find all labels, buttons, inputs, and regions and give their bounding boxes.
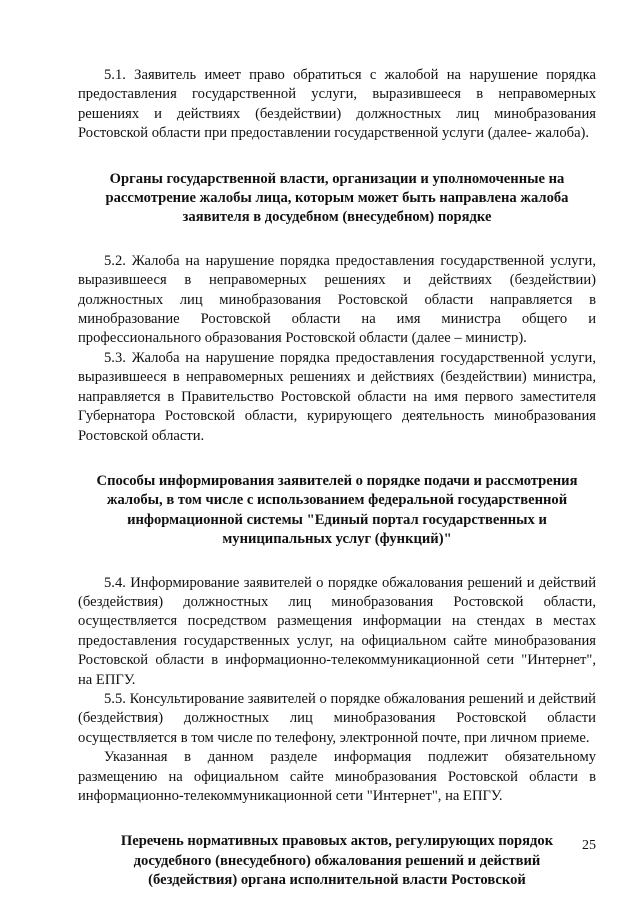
paragraph-5-3: 5.3. Жалоба на нарушение порядка предоставления государственной услуги, выразившееся в неправомерных решениях и действиях (бездействии) министра, направляется в Правительство Ростовской области на имя первого заместителя Губернатора Ростовской области, курирующего деятельность минобразования Ростовской области. <box>78 349 596 444</box>
paragraph-5-4: 5.4. Информирование заявителей о порядке обжалования решений и действий (бездействия) должностных лиц минобразования Ростовской области, осуществляется посредством размещения информации на стендах в местах предоставления государственных услуг, на официальном сайте минобразования Ростовской области в информационно-телекоммуникационной сети "Интернет", на ЕПГУ. <box>78 574 596 688</box>
paragraph-5-1: 5.1. Заявитель имеет право обратиться с жалобой на нарушение порядка предоставления государственной услуги, выразившееся в неправомерных решениях и действиях (бездействии) должностных лиц минобразования Ростовской области при предоставлении государственной услуги (далее- жалоба). <box>78 67 596 142</box>
paragraph-5-2: 5.2. Жалоба на нарушение порядка предоставления государственной услуги, выразившееся в неправомерных решениях и действиях (бездействии) должностных лиц минобразования Ростовской области направляется в минобразование Ростовской области на имя министра общего и профессионального образования Ростовской области (далее – министр). <box>78 252 596 347</box>
paragraph-5-5: 5.5. Консультирование заявителей о порядке обжалования решений и действий (бездействия) должностных лиц минобразования Ростовской области осуществляется в том числе по телефону, электронной почте, при личном приеме. <box>78 690 596 746</box>
section-heading-complaint-bodies: Органы государственной власти, организации и уполномоченные на рассмотрение жалобы лица, которым может быть направлена жалоба заявителя в досудебном (внесудебном) порядке <box>105 170 569 226</box>
section-heading-normative-acts: Перечень нормативных правовых актов, регулирующих порядок досудебного (внесудебного) обжалования решений и действий (бездействия) органа исполнительной власти Ростовской <box>120 833 554 889</box>
section-heading-informing-methods: Способы информирования заявителей о порядке подачи и рассмотрения жалобы, в том числе с использованием федеральной государственной информационной системы "Единый портал государственных и муниципальных услуг (функций)" <box>96 472 578 548</box>
document-body <box>78 66 596 891</box>
paragraph-info-placement: Указанная в данном разделе информация подлежит обязательному размещению на официальном сайте минобразования Ростовской области в информационно-телекоммуникационной сети "Интернет", на ЕПГУ. <box>78 749 596 804</box>
page-number: 25 <box>582 838 596 853</box>
